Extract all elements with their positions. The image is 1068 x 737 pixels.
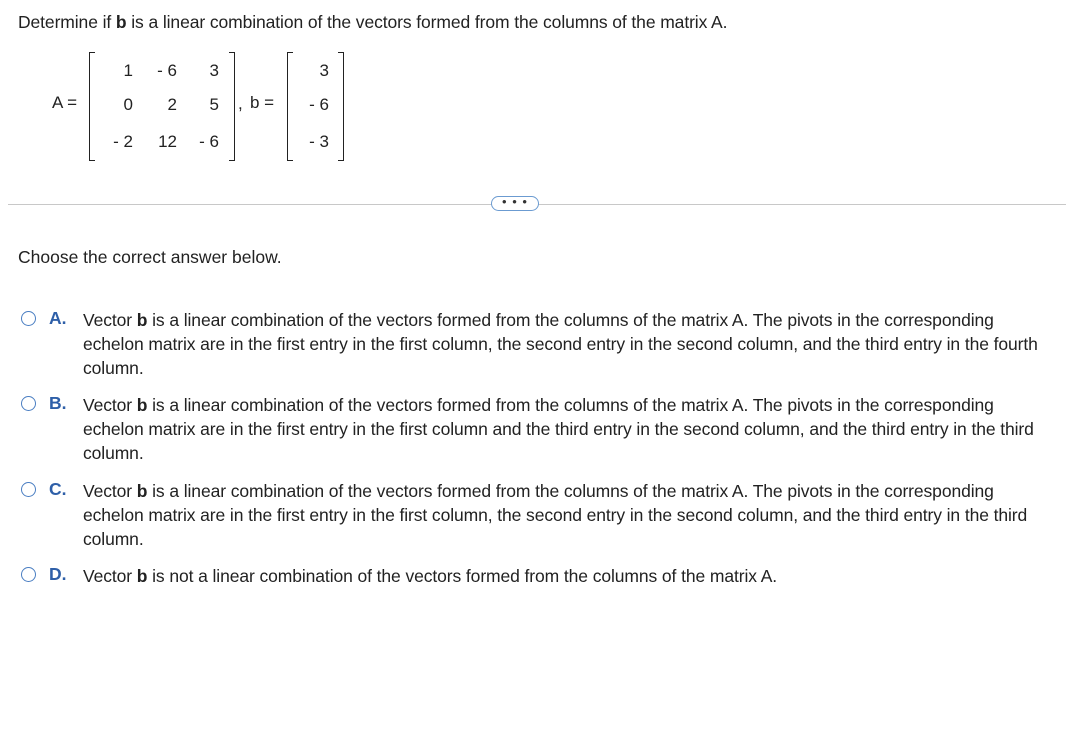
- comma-separator: ,: [238, 94, 243, 113]
- option-letter: B.: [49, 393, 67, 413]
- matrix-a-cell: 2: [167, 95, 177, 114]
- vector-b-entry: - 3: [309, 132, 329, 151]
- question-part-2: is a linear combination of the vectors formed from the columns of the matrix A.: [126, 12, 728, 32]
- option-letter: C.: [49, 479, 67, 499]
- vector-b-label: b =: [250, 93, 275, 112]
- option-b-symbol: b: [136, 566, 148, 586]
- option-body: is a linear combination of the vectors formed from the columns of the matrix A. The pivots in the corresponding echelon matrix are in the first entry in the first column, the second entry in the second column, and the third entry in the third column.: [83, 481, 1028, 549]
- matrix-a-label: A =: [52, 93, 78, 112]
- option-letter: A.: [49, 308, 67, 328]
- matrix-a-right-bracket: [229, 52, 235, 161]
- option-text: [83, 479, 1043, 551]
- answer-option-c[interactable]: [21, 479, 1061, 551]
- option-b-symbol: b: [136, 481, 148, 501]
- option-b-symbol: b: [136, 395, 148, 415]
- answer-option-a[interactable]: [21, 308, 1061, 380]
- option-prefix: Vector: [83, 566, 137, 586]
- matrix-a-left-bracket: [89, 52, 95, 161]
- option-text: [83, 393, 1043, 465]
- more-options-button[interactable]: • • •: [491, 196, 539, 211]
- prompt-text: Choose the correct answer below.: [18, 247, 282, 267]
- radio-button-c[interactable]: [21, 482, 36, 497]
- option-body: is a linear combination of the vectors formed from the columns of the matrix A. The pivots in the corresponding echelon matrix are in the first entry in the first column, the second entry in the second column, and the third entry in the fourth column.: [83, 310, 1038, 378]
- matrix-a-cell: 1: [123, 61, 133, 80]
- radio-button-d[interactable]: [21, 567, 36, 582]
- option-body: is a linear combination of the vectors formed from the columns of the matrix A. The pivots in the corresponding echelon matrix are in the first entry in the first column and the third entry in the second column, and the third entry in the third column.: [83, 395, 1034, 463]
- option-prefix: Vector: [83, 481, 137, 501]
- option-prefix: Vector: [83, 395, 137, 415]
- radio-button-b[interactable]: [21, 396, 36, 411]
- matrix-a-cell: - 2: [113, 132, 133, 151]
- radio-button-a[interactable]: [21, 311, 36, 326]
- option-body: is not a linear combination of the vectors formed from the columns of the matrix A.: [147, 566, 778, 586]
- matrix-a-cell: - 6: [199, 132, 219, 151]
- option-text: [83, 308, 1043, 380]
- answer-option-d[interactable]: [21, 564, 1061, 588]
- vector-b-right-bracket: [338, 52, 344, 161]
- option-text: [83, 564, 1043, 588]
- question-text: [18, 12, 727, 33]
- question-b-symbol: b: [115, 12, 127, 32]
- matrix-a-cell: 5: [209, 95, 219, 114]
- option-b-symbol: b: [136, 310, 148, 330]
- answer-option-b[interactable]: [21, 393, 1061, 465]
- question-part-1: Determine if: [18, 12, 116, 32]
- matrix-a-cell: - 6: [157, 61, 177, 80]
- vector-b-entry: 3: [319, 61, 329, 80]
- option-letter: D.: [49, 564, 67, 584]
- option-prefix: Vector: [83, 310, 137, 330]
- matrix-a-cell: 12: [158, 132, 177, 151]
- matrix-a-cell: 0: [123, 95, 133, 114]
- vector-b-entry: - 6: [309, 95, 329, 114]
- matrix-a-cell: 3: [209, 61, 219, 80]
- vector-b-left-bracket: [287, 52, 293, 161]
